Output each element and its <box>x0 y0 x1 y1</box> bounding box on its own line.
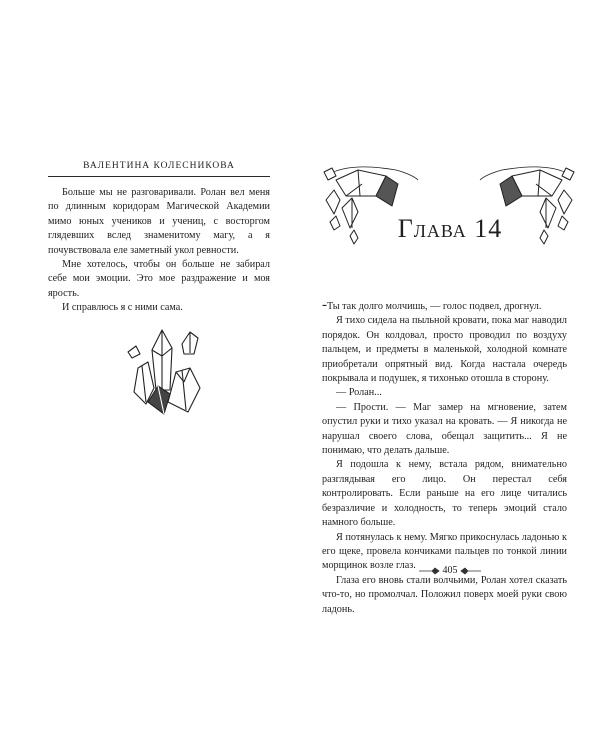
left-body-text <box>48 186 270 316</box>
paragraph: Глаза его вновь стали волчьими, Ролан хотел сказать что-то, но промолчал. Положил поверх моей руки свою ладонь. <box>322 574 567 615</box>
paragraph: И справлюсь я с ними сама. <box>62 302 183 314</box>
paragraph: Я тихо сидела на пыльной кровати, пока маг наводил порядок. Он колдовал, просто проводил по воздуху пальцем, и предметы в маленькой, холодной комнате приобретали опрятный вид. Когда настала очередь покрывала и подушек, я тихонько отошла в сторону. <box>322 315 567 385</box>
paragraph: — Прости. — Маг замер на мгновение, затем опустил руки и тихо указал на кровать. — Я никогда не нарушал своего слова, обещал защитить... Я не понимаю, что делать дальше. <box>322 401 567 457</box>
paragraph: Я подошла к нему, встала рядом, внимательно разглядывая его лицо. Он перестал себя контролировать. Если раньше на его лице читались безразличие и холодность, то теперь эмоций стало намного больше. <box>322 459 567 529</box>
first-paragraph <box>322 297 567 314</box>
opening-dash: - <box>322 297 327 313</box>
running-header: ВАЛЕНТИНА КОЛЕСНИКОВА <box>83 161 235 171</box>
paragraph: Я потянулась к нему. Мягко прикоснулась ладонью к его щеке, провела кончиками пальцев по тонкой линии морщинок возле глаз. <box>322 531 567 572</box>
chapter-title: Глава 14 <box>397 214 503 243</box>
page-number-block <box>300 565 600 576</box>
paragraph: — Ролан... <box>336 387 382 399</box>
folio-ornament-left-icon <box>418 567 440 575</box>
paragraph-text: Ты так долго молчишь, — голос подвел, дрогнул. <box>327 301 542 312</box>
page-number: 405 <box>442 565 458 576</box>
header-rule <box>48 176 270 177</box>
paragraph: Больше мы не разговаривали. Ролан вел меня по длинным коридорам Магической Академии мимо юных учеников и учениц, с восторгом глядевших вслед знаменитому магу, а я почувствовала еле заметный укол ревности. <box>48 187 270 256</box>
right-page <box>300 0 600 750</box>
paragraph: Мне хотелось, чтобы он больше не забирал себе мои эмоции. Это мое раздражение и моя ярость. <box>48 259 270 299</box>
crystal-cluster-icon <box>118 322 218 422</box>
folio-ornament-right-icon <box>460 567 482 575</box>
